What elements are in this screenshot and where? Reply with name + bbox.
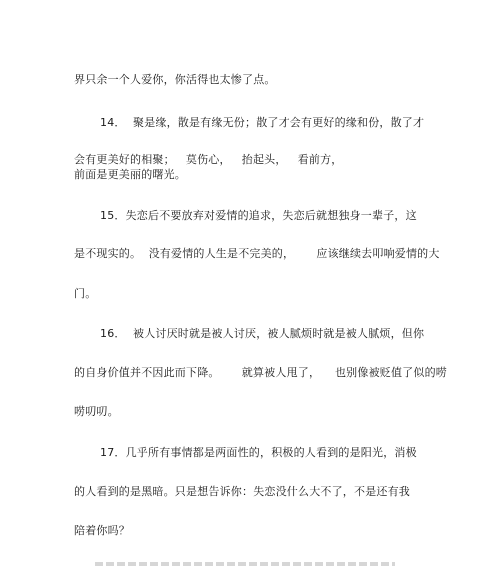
- text-line-12: 的人看到的是黑暗。只是想告诉你：失恋没什么大不了，不是还有我: [74, 485, 410, 498]
- text-line-4: 前面是更美丽的曙光。: [74, 168, 186, 181]
- text-line-7: 门。: [74, 287, 97, 300]
- text-line-1: 界只余一个人爱你，你活得也太惨了点。: [74, 73, 276, 86]
- text-line-6: 是不现实的。 没有爱情的人生是不完美的， 应该继续去叩响爱情的大: [74, 247, 440, 260]
- text-line-9: 的自身价值并不因此而下降。 就算被人甩了， 也别像被贬值了似的唠: [74, 366, 447, 379]
- text-line-11: 17．几乎所有事情都是两面性的，积极的人看到的是阳光，消极: [100, 446, 417, 459]
- text-line-3: 会有更美好的相聚； 莫伤心， 抬起头， 看前方，: [74, 153, 343, 166]
- text-line-10: 唠叨叨。: [74, 405, 119, 418]
- text-line-5: 15．失恋后不要放弃对爱情的追求，失恋后就想独身一辈子，这: [100, 209, 417, 222]
- text-line-13: 陪着你吗？: [74, 524, 130, 537]
- text-line-2: 14． 聚是缘，散是有缘无份；散了才会有更好的缘和份，散了才: [100, 116, 425, 129]
- text-line-8: 16． 被人讨厌时就是被人讨厌，被人腻烦时就是被人腻烦，但你: [100, 327, 425, 340]
- cropped-next-line: [95, 557, 395, 566]
